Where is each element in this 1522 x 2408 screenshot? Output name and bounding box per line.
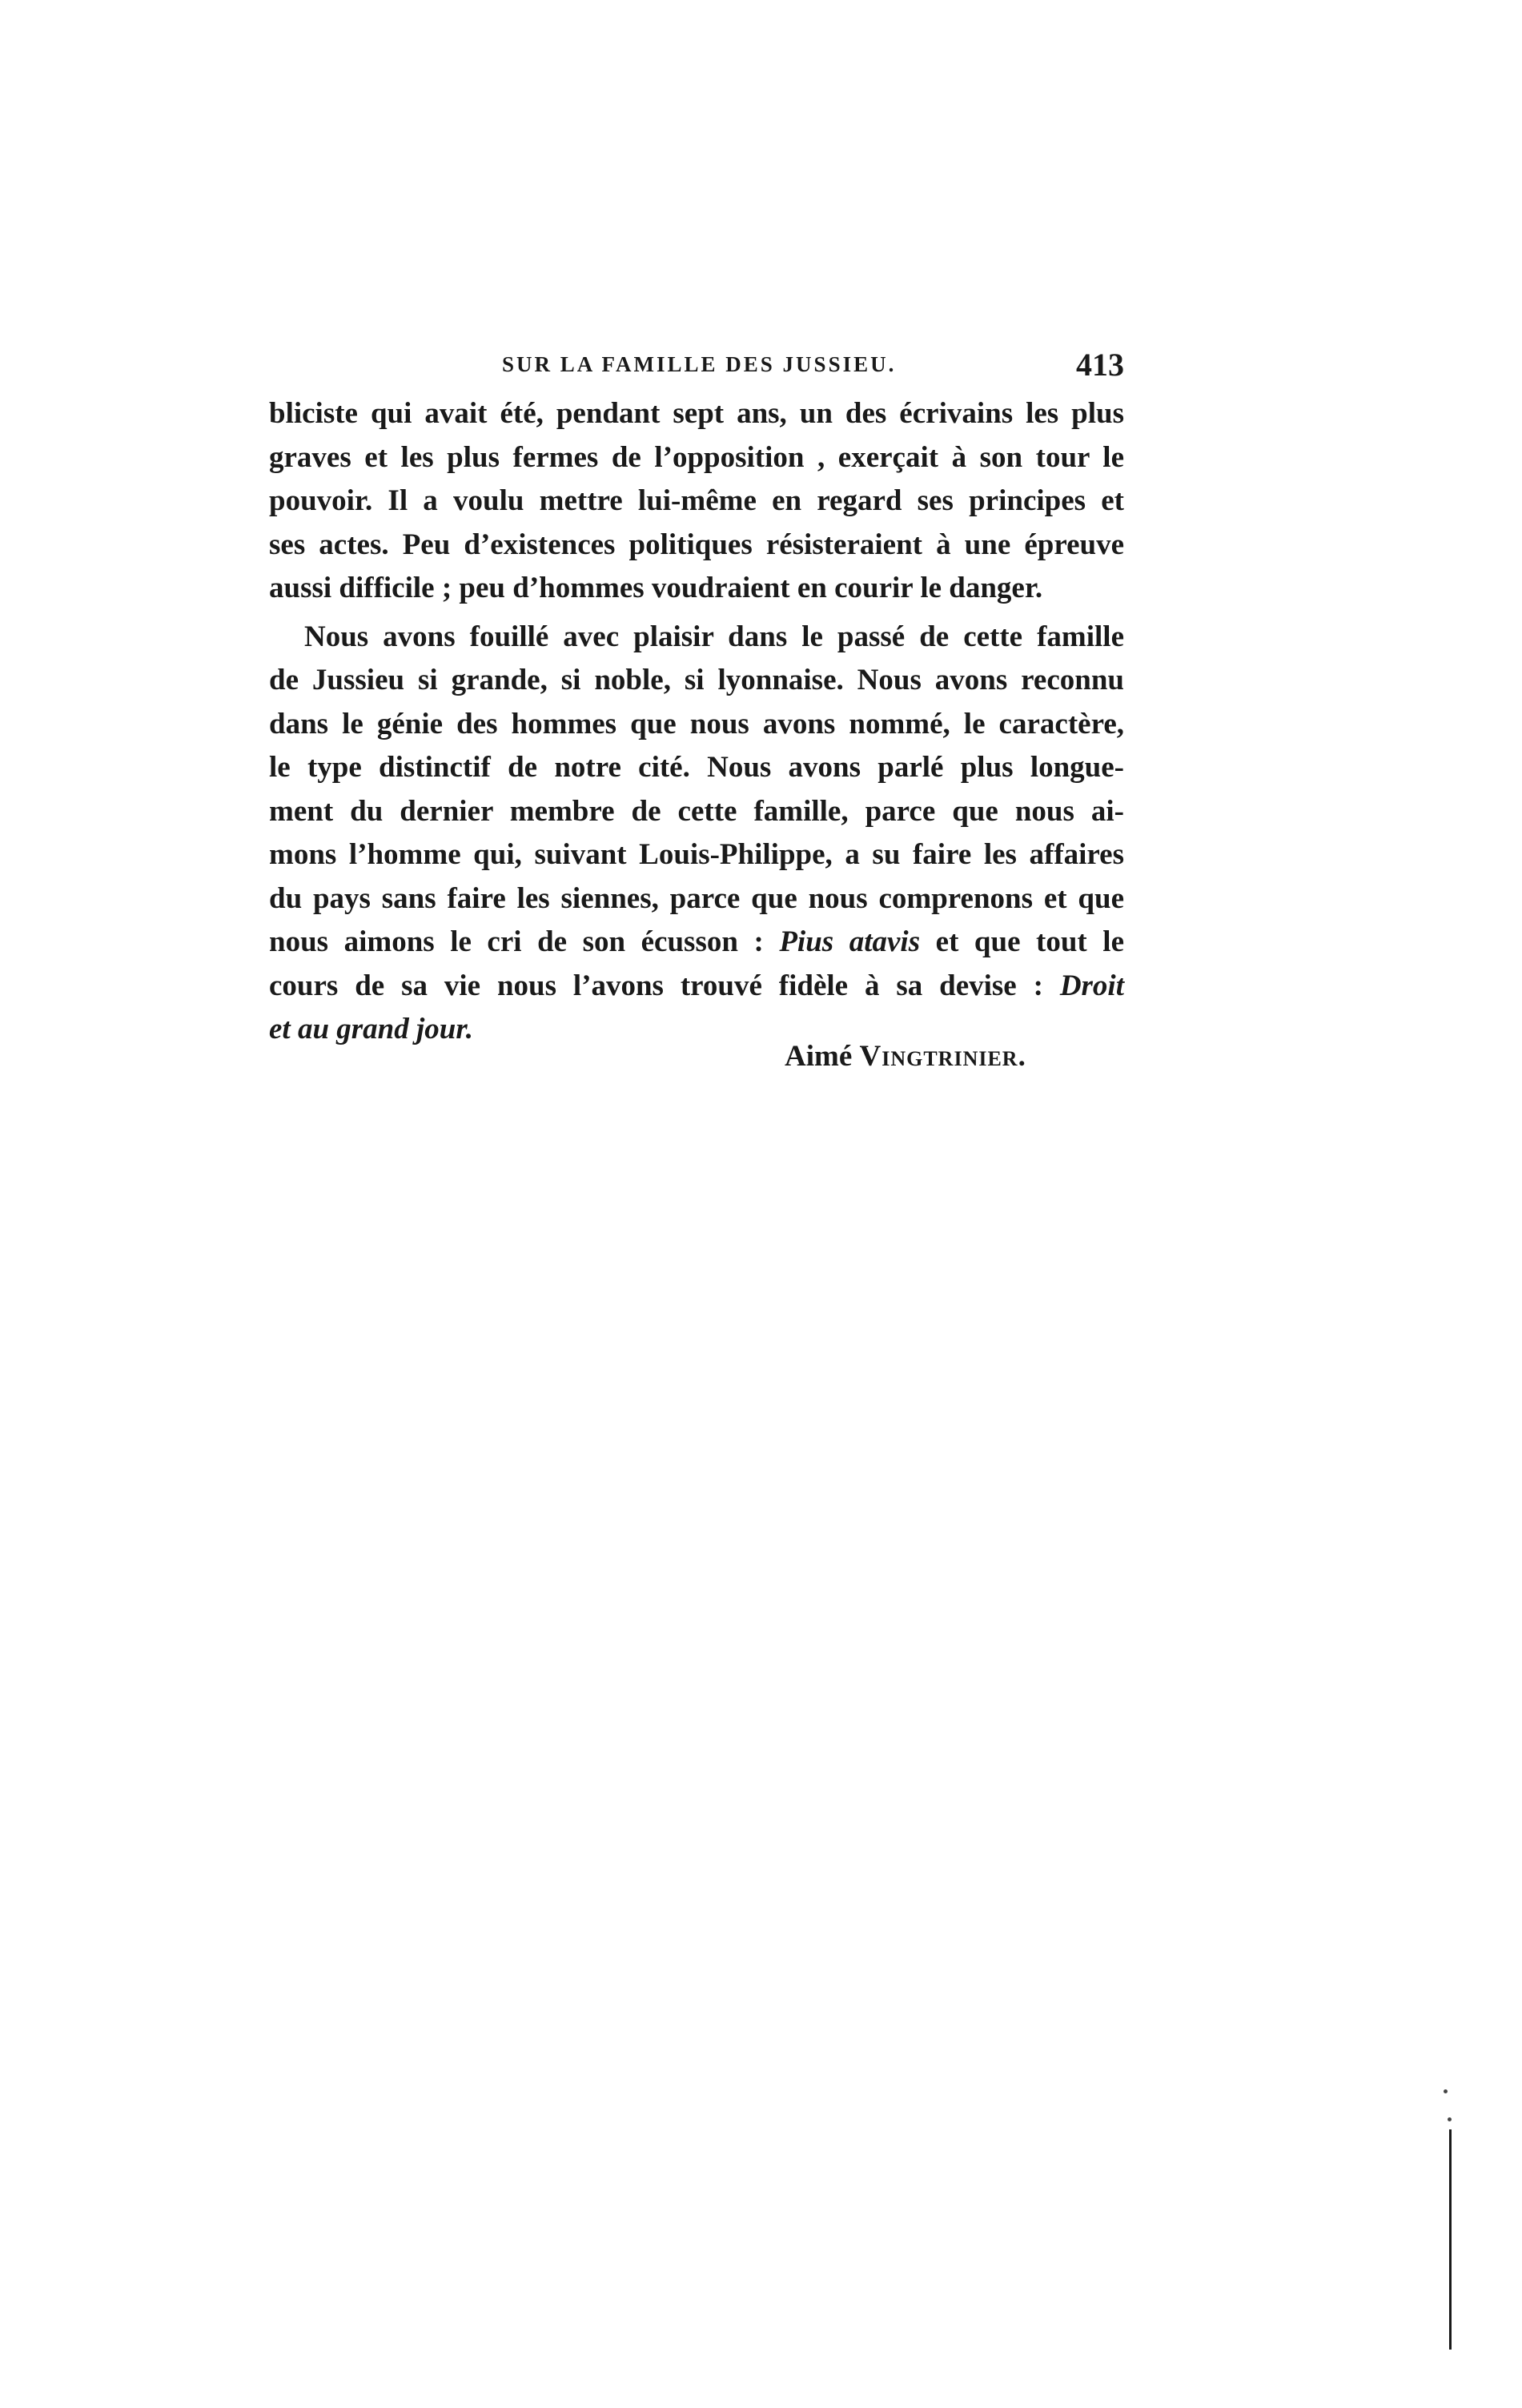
signature (785, 1039, 1026, 1074)
text-line: graves et les plus fermes de l’opposition , exerçait à son tour le (269, 440, 1124, 474)
motto: Pius atavis (779, 925, 921, 958)
text-line: bliciste qui avait été, pendant sept ans, un des écrivains les plus (269, 397, 1124, 430)
devise-end: et au grand jour. (269, 1013, 473, 1045)
text-line: pouvoir. Il a voulu mettre lui-même en regard ses principes et (269, 484, 1124, 517)
text-line: ses actes. Peu d’existences politiques résisteraient à une épreuve (269, 528, 1124, 561)
text-line: du pays sans faire les siennes, parce que nous comprenons et que (269, 881, 1124, 915)
margin-mark (1448, 2117, 1452, 2121)
margin-rule (1449, 2129, 1452, 2350)
text-line: le type distinctif de notre cité. Nous avons parlé plus longue- (269, 751, 1124, 784)
text-line: mons l’homme qui, suivant Louis-Philippe, a su faire les affaires (269, 838, 1124, 871)
text-line: aussi difficile ; peu d’hommes voudraient en courir le danger. (269, 572, 1043, 604)
text-line-devise (269, 965, 1124, 1009)
text-line: dans le génie des hommes que nous avons nommé, le caractère, (269, 707, 1124, 740)
running-head (269, 346, 1124, 394)
text-line-motto (269, 921, 1124, 965)
running-title: SUR LA FAMILLE DES JUSSIEU. (502, 352, 897, 376)
text-line: de Jussieu si grande, si noble, si lyonnaise. Nous avons reconnu (269, 664, 1124, 696)
signature-first-name: Aimé (785, 1040, 853, 1073)
margin-mark (1444, 2089, 1448, 2093)
motto-lead: nous aimons le cri de son écusson : (269, 925, 780, 958)
devise-lead: cours de sa vie nous l’avons trouvé fidèle à sa devise : (269, 969, 1060, 1002)
motto-tail: et que tout le (920, 925, 1124, 958)
text-line: ment du dernier membre de cette famille, parce que nous ai- (269, 794, 1124, 828)
page-number: 413 (1076, 347, 1124, 383)
devise-start: Droit (1059, 969, 1124, 1002)
body-text (269, 392, 1124, 1052)
signature-last-name: Vingtrinier. (859, 1040, 1026, 1073)
text-line: Nous avons fouillé avec plaisir dans le passé de cette famille (304, 620, 1124, 653)
